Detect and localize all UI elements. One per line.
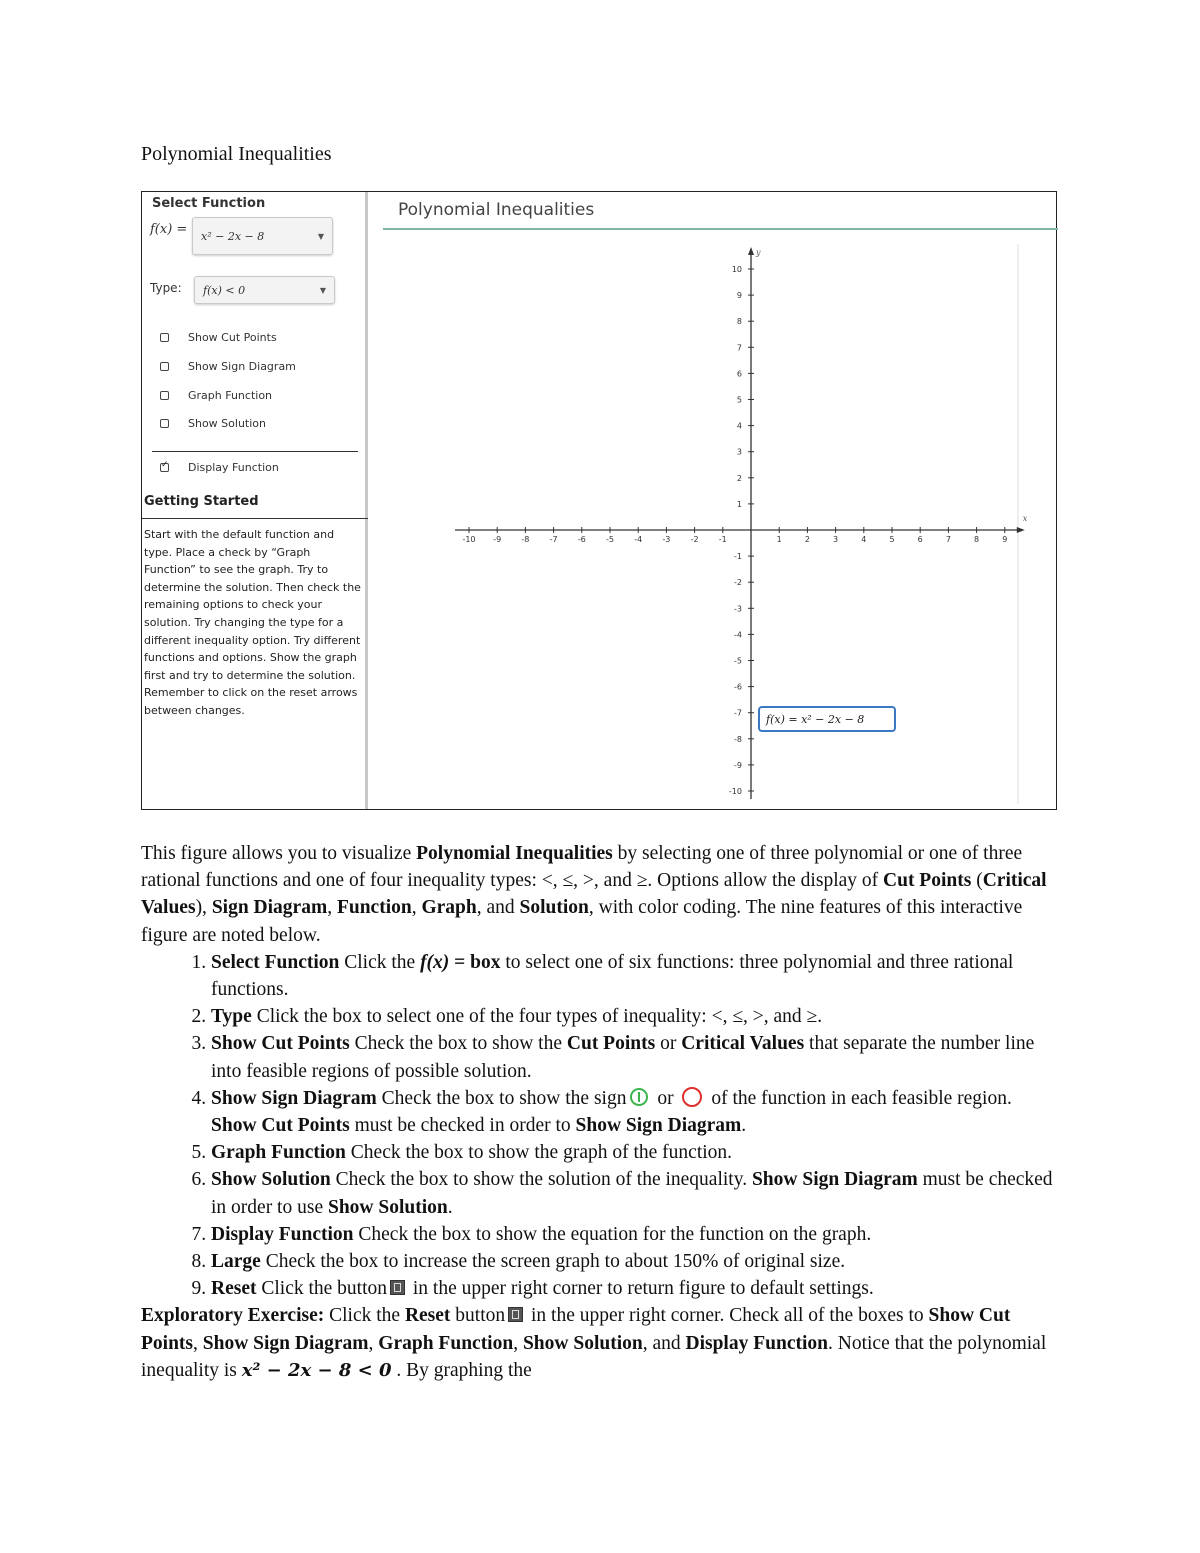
type-label: Type:	[150, 281, 182, 295]
x-tick-label: -3	[662, 535, 671, 544]
x-tick-label: 7	[945, 535, 951, 544]
x-axis-arrow	[1017, 527, 1025, 533]
chevron-down-icon: ▼	[317, 231, 324, 241]
getting-started-title: Getting Started	[144, 494, 259, 509]
y-tick-label: -2	[734, 578, 742, 588]
y-tick-label: -10	[728, 787, 742, 796]
x-tick-label: -10	[462, 535, 476, 544]
select-function-title: Select Function	[152, 196, 266, 211]
y-tick-label: 2	[736, 473, 742, 483]
list-item: 5. Graph Function Check the box to show the graph of the function.	[211, 1139, 1061, 1166]
y-tick-label: -1	[734, 552, 742, 562]
y-tick-label: 9	[736, 291, 742, 301]
checkbox-label: Show Cut Points	[188, 331, 277, 344]
getting-started-text: Start with the default function and type. Place a check by “Graph Function” to see the graph. Try to determine the solution. Then check the remaining options to check your solution. Try changing the type for a different inequality option. Try different functions and options. Show the graph first and try to determine the solution. Remember to click on the reset arrows between changes.	[144, 528, 361, 717]
y-tick-label: 3	[736, 447, 742, 457]
fx-label: f(x) =	[150, 222, 188, 237]
x-tick-label: -7	[549, 535, 558, 544]
y-tick-label: 10	[731, 265, 742, 274]
y-tick-label: 4	[736, 421, 742, 431]
y-tick-label: 8	[736, 317, 742, 327]
y-tick-label: 5	[736, 395, 742, 405]
list-item: 4. Show Sign Diagram Check the box to show the sign or of the function in each feasible region. Show Cut Points must be checked in order to Show Sign Diagram.	[211, 1085, 1061, 1139]
list-item: 7. Display Function Check the box to show the equation for the function on the graph.	[211, 1221, 1061, 1248]
list-item: 1. Select Function Click the f(x) = box to select one of six functions: three polynomial and three rational functions.	[211, 949, 1061, 1003]
interactive-figure	[141, 191, 1057, 810]
reset-icon	[508, 1307, 523, 1322]
x-tick-label: 1	[776, 535, 782, 544]
list-item: 3. Show Cut Points Check the box to show the Cut Points or Critical Values that separate the number line into feasible regions of possible solution.	[211, 1030, 1061, 1084]
x-tick-label: -8	[521, 535, 530, 544]
y-tick-label: 1	[736, 499, 742, 509]
intro-paragraph: This figure allows you to visualize Polynomial Inequalities by selecting one of three polynomial or one of three rational functions and one of four inequality types: <, ≤, >, and ≥. Options allow the display of Cut Points (Critical Values), Sign Diagram, Function, Graph, and Solution, with color coding. The nine features of this interactive figure are noted below.	[141, 843, 1047, 946]
x-tick-label: -4	[634, 535, 643, 544]
feature-list	[141, 949, 1061, 1303]
x-tick-label: 8	[974, 535, 980, 544]
x-tick-label: 3	[833, 535, 839, 544]
y-tick-label: 6	[736, 369, 742, 379]
document-title: Polynomial Inequalities	[141, 143, 332, 165]
x-tick-label: -9	[493, 535, 502, 544]
y-axis-arrow	[748, 247, 754, 255]
checkbox-label: Show Solution	[188, 417, 266, 430]
y-tick-label: -5	[734, 656, 742, 666]
list-item: 8. Large Check the box to increase the screen graph to about 150% of original size.	[211, 1248, 1061, 1275]
y-tick-label: -6	[734, 682, 742, 692]
x-tick-label: -5	[606, 535, 614, 544]
description	[141, 840, 1061, 1384]
y-axis-label: y	[756, 248, 761, 257]
negative-sign-icon	[682, 1087, 702, 1107]
y-tick-label: -9	[734, 760, 742, 770]
y-tick-label: 7	[736, 343, 742, 353]
x-tick-label: -1	[718, 535, 727, 544]
x-tick-label: 9	[1002, 535, 1008, 544]
graph-title: Polynomial Inequalities	[398, 200, 595, 220]
exercise-paragraph: Exploratory Exercise: Click the Reset button in the upper right corner. Check all of the boxes to Show Cut Points, Show Sign Diagram, Graph Function, Show Solution, and Display Function. Notice that the polynomial inequality is x² − 2x − 8 < 0 . By graphing the	[141, 1305, 1047, 1381]
checkbox-label: Show Sign Diagram	[188, 360, 296, 373]
reset-icon	[390, 1280, 405, 1295]
list-item: 9. Reset Click the button in the upper right corner to return figure to default settings.	[211, 1275, 1061, 1302]
x-tick-label: -2	[690, 535, 699, 544]
chevron-down-icon: ▼	[319, 285, 326, 295]
checkbox-label: Graph Function	[188, 389, 273, 402]
y-tick-label: -7	[734, 708, 742, 718]
function-select-value: x² − 2x − 8	[201, 229, 265, 243]
checkbox-label: Display Function	[188, 461, 279, 474]
x-tick-label: 4	[861, 535, 867, 544]
function-equation-label[interactable]: f(x) = x² − 2x − 8	[758, 706, 896, 732]
x-tick-label: 5	[889, 535, 895, 544]
x-tick-label: 6	[917, 535, 923, 544]
x-axis-label: x	[1022, 514, 1028, 523]
type-select-value: f(x) < 0	[203, 283, 246, 297]
y-tick-label: -8	[734, 734, 742, 744]
y-tick-label: -4	[734, 630, 742, 640]
x-tick-label: -6	[577, 535, 586, 544]
x-tick-label: 2	[804, 535, 810, 544]
list-item: 6. Show Solution Check the box to show the solution of the inequality. Show Sign Diagram must be checked in order to use Show Solution.	[211, 1166, 1061, 1220]
list-item: 2. Type Click the box to select one of the four types of inequality: <, ≤, >, and ≥.	[211, 1003, 1061, 1030]
coordinate-graph[interactable]	[142, 192, 1058, 811]
positive-sign-icon	[630, 1088, 648, 1106]
y-tick-label: -3	[734, 604, 742, 614]
inequality-math: x² − 2x − 8 < 0	[241, 1359, 392, 1381]
